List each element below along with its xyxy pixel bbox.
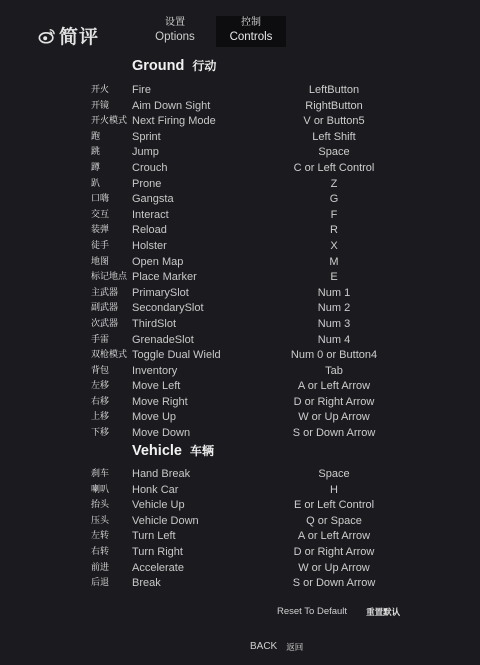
binding-row[interactable]: [0, 348, 480, 364]
reset-label-en: Reset To Default: [277, 606, 348, 617]
binding-row[interactable]: [0, 467, 480, 483]
binding-row[interactable]: [0, 239, 480, 255]
action-cn-label: 地图: [91, 256, 110, 267]
key-binding-value: F: [330, 208, 338, 221]
section-title-en: Vehicle: [132, 443, 182, 459]
binding-row[interactable]: [0, 498, 480, 514]
action-cn-label: 背包: [91, 365, 110, 376]
action-label: Move Right: [132, 395, 188, 408]
action-cn-label: 喇叭: [91, 484, 110, 495]
reset-label-cn: 重置默认: [366, 608, 401, 618]
section-title-ground: [132, 57, 216, 74]
action-label: Vehicle Down: [132, 514, 199, 527]
binding-row[interactable]: [0, 317, 480, 333]
action-label: Toggle Dual Wield: [132, 349, 221, 362]
binding-row[interactable]: [0, 545, 480, 561]
action-label: Place Marker: [132, 271, 197, 284]
ground-bindings-list: [0, 83, 480, 442]
action-cn-label: 装弹: [91, 225, 110, 236]
binding-row[interactable]: [0, 208, 480, 224]
key-binding-value: S or Down Arrow: [292, 577, 376, 590]
key-binding-value: E or Left Control: [293, 499, 375, 512]
action-label: Hand Break: [132, 468, 191, 480]
action-cn-label: 左转: [91, 531, 110, 542]
action-cn-label: 压头: [91, 515, 110, 526]
binding-row[interactable]: [0, 364, 480, 380]
binding-row[interactable]: [0, 145, 480, 161]
action-cn-label: 刹车: [91, 469, 110, 479]
binding-row[interactable]: [0, 255, 480, 271]
action-label: Gangsta: [132, 193, 174, 206]
tab-options[interactable]: [140, 16, 210, 47]
key-binding-value: G: [329, 193, 339, 206]
binding-row[interactable]: [0, 483, 480, 499]
section-title-vehicle: [132, 442, 214, 459]
action-label: GrenadeSlot: [132, 333, 194, 346]
action-label: Move Down: [132, 427, 191, 440]
binding-row[interactable]: [0, 177, 480, 193]
binding-row[interactable]: [0, 83, 480, 99]
binding-row[interactable]: [0, 286, 480, 302]
binding-row[interactable]: [0, 395, 480, 411]
action-label: Prone: [132, 177, 162, 190]
action-label: Vehicle Up: [132, 499, 185, 512]
key-binding-value: W or Up Arrow: [298, 411, 370, 424]
action-cn-label: 交互: [91, 209, 110, 220]
watermark-text: 简评: [59, 26, 100, 48]
key-binding-value: Num 2: [317, 302, 351, 315]
tab-options-cn-label: 设置: [165, 17, 185, 28]
binding-row[interactable]: [0, 410, 480, 426]
action-cn-label: 标记地点: [91, 272, 128, 283]
action-cn-label: 下移: [91, 428, 110, 439]
action-label: ThirdSlot: [132, 317, 177, 330]
section-title-en: Ground: [132, 58, 185, 74]
back-button[interactable]: [250, 641, 303, 653]
action-label: Accelerate: [132, 561, 184, 574]
key-binding-value: Z: [330, 177, 338, 190]
key-binding-value: V or Button5: [303, 115, 365, 128]
action-label: Honk Car: [132, 483, 179, 496]
binding-row[interactable]: [0, 301, 480, 317]
action-cn-label: 后退: [91, 578, 110, 589]
tab-controls-label: Controls: [229, 31, 273, 43]
action-cn-label: 口嗨: [91, 194, 110, 205]
action-cn-label: 跳: [91, 147, 101, 158]
action-label: Turn Left: [132, 530, 176, 543]
action-cn-label: 开镜: [91, 100, 110, 111]
action-cn-label: 右转: [91, 546, 110, 557]
binding-row[interactable]: [0, 223, 480, 239]
key-binding-value: R: [330, 224, 338, 237]
key-binding-value: Tab: [325, 364, 343, 377]
binding-row[interactable]: [0, 379, 480, 395]
key-binding-value: Num 4: [317, 333, 351, 346]
key-binding-value: C or Left Control: [293, 161, 375, 174]
action-label: Jump: [132, 146, 159, 159]
action-cn-label: 开火模式: [91, 116, 128, 127]
action-label: Interact: [132, 208, 169, 221]
action-cn-label: 前进: [91, 562, 110, 573]
action-label: Break: [132, 577, 161, 590]
tab-bar: [140, 16, 286, 47]
key-binding-value: D or Right Arrow: [293, 395, 375, 408]
binding-row[interactable]: [0, 192, 480, 208]
key-binding-value: A or Left Arrow: [297, 380, 371, 393]
binding-row[interactable]: [0, 529, 480, 545]
back-label-en: BACK: [250, 641, 278, 652]
vehicle-bindings-list: [0, 467, 480, 592]
key-binding-value: Space: [318, 146, 350, 159]
section-title-cn: 行动: [192, 59, 217, 73]
key-binding-value: Space: [318, 468, 350, 480]
action-cn-label: 抬头: [91, 500, 110, 511]
binding-row[interactable]: [0, 114, 480, 130]
action-label: Open Map: [132, 255, 184, 268]
key-binding-value: Left Shift: [312, 130, 356, 143]
action-label: Move Left: [132, 380, 181, 393]
back-label-cn: 返回: [286, 643, 304, 653]
binding-row[interactable]: [0, 99, 480, 115]
action-cn-label: 开火: [91, 85, 110, 95]
key-binding-value: H: [330, 483, 338, 496]
key-binding-value: A or Left Arrow: [297, 530, 371, 543]
action-label: Aim Down Sight: [132, 99, 211, 112]
action-cn-label: 主武器: [91, 287, 119, 298]
key-binding-value: Num 1: [317, 286, 351, 299]
watermark: [38, 22, 99, 49]
action-cn-label: 右移: [91, 396, 110, 407]
action-cn-label: 次武器: [91, 318, 119, 329]
action-label: SecondarySlot: [132, 302, 204, 315]
binding-row[interactable]: [0, 270, 480, 286]
tab-options-label: Options: [155, 31, 195, 43]
action-label: Move Up: [132, 411, 177, 424]
binding-row[interactable]: [0, 161, 480, 177]
action-label: Next Firing Mode: [132, 115, 216, 128]
weibo-logo-icon: [38, 27, 56, 45]
action-label: Fire: [132, 84, 151, 96]
action-label: Reload: [132, 224, 167, 237]
key-binding-value: Num 3: [317, 317, 351, 330]
action-cn-label: 上移: [91, 412, 110, 423]
action-cn-label: 蹲: [91, 162, 101, 173]
key-binding-value: M: [329, 255, 339, 268]
key-binding-value: E: [330, 271, 338, 284]
action-cn-label: 左移: [91, 381, 110, 392]
action-label: Turn Right: [132, 545, 183, 558]
binding-row[interactable]: [0, 333, 480, 349]
action-label: Inventory: [132, 364, 178, 377]
tab-controls-cn-label: 控制: [241, 17, 261, 28]
key-binding-value: D or Right Arrow: [293, 545, 375, 558]
action-label: Sprint: [132, 130, 161, 143]
key-binding-value: S or Down Arrow: [292, 427, 376, 440]
reset-to-default-button[interactable]: [277, 606, 400, 618]
action-cn-label: 副武器: [91, 303, 119, 314]
binding-row[interactable]: [0, 561, 480, 577]
action-cn-label: 跑: [91, 131, 101, 142]
key-binding-value: RightButton: [305, 99, 363, 112]
binding-row[interactable]: [0, 130, 480, 146]
binding-row[interactable]: [0, 576, 480, 592]
binding-row[interactable]: [0, 426, 480, 442]
key-binding-value: X: [330, 239, 338, 252]
key-binding-value: Num 0 or Button4: [290, 349, 378, 362]
action-label: Crouch: [132, 161, 168, 174]
action-label: Holster: [132, 239, 167, 252]
action-cn-label: 双枪模式: [91, 350, 128, 361]
key-binding-value: LeftButton: [308, 84, 360, 96]
tab-controls[interactable]: [216, 16, 286, 47]
action-label: PrimarySlot: [132, 286, 189, 299]
key-binding-value: W or Up Arrow: [298, 561, 370, 574]
action-cn-label: 手雷: [91, 334, 110, 345]
section-title-cn: 车辆: [189, 444, 214, 458]
key-binding-value: Q or Space: [306, 514, 362, 527]
action-cn-label: 徒手: [91, 240, 110, 251]
binding-row[interactable]: [0, 514, 480, 530]
action-cn-label: 趴: [91, 178, 101, 189]
